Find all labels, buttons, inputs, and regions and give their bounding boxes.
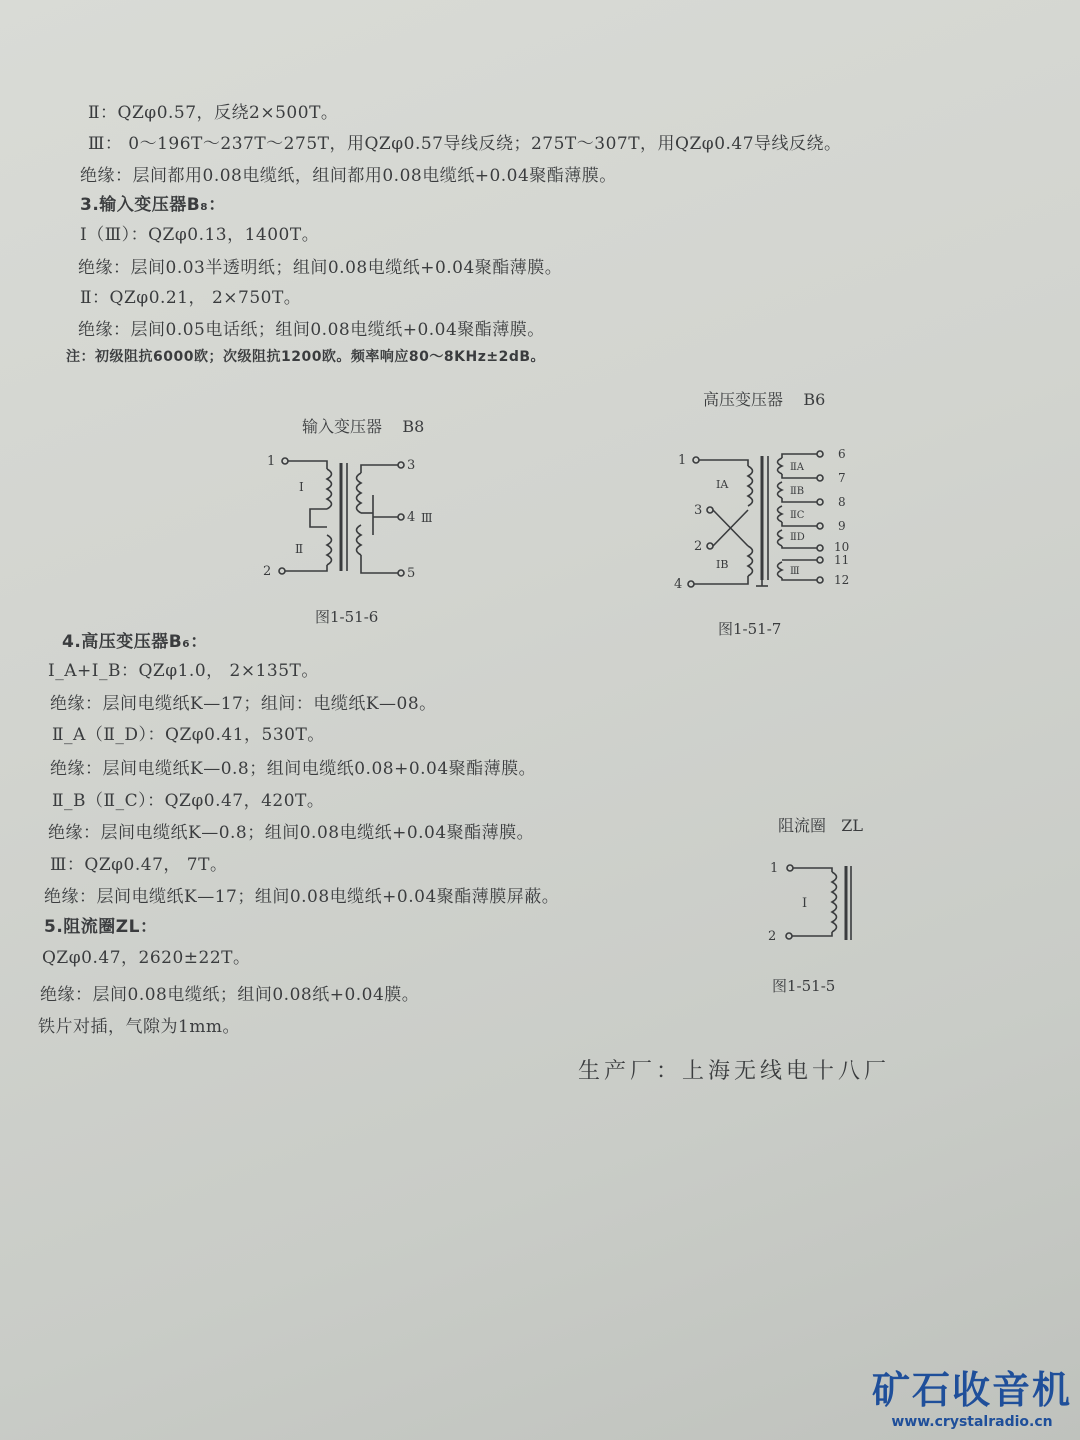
text-line: 绝缘：层间电缆纸K—17；组间：电缆纸K—08。	[50, 694, 437, 714]
fig7-pin-label: 11	[834, 553, 850, 567]
text-line: I_A+I_B：QZφ1.0， 2×135T。	[48, 661, 319, 681]
section-heading: 4.高压变压器B₆：	[62, 632, 208, 652]
text-line: 绝缘：层间电缆纸K—0.8；组间0.08电缆纸+0.04聚酯薄膜。	[48, 823, 535, 843]
fig7-title	[703, 387, 825, 410]
fig7-pin-label: 2	[694, 539, 703, 554]
watermark-url: www.crystalradio.cn	[891, 1414, 1053, 1430]
fig6-symbol: B8	[402, 417, 425, 436]
fig6-title-text: 输入变压器	[302, 417, 383, 436]
fig7-pin-label: 12	[834, 573, 850, 587]
fig6-schematic	[255, 445, 435, 585]
fig5-pin-label: 1	[770, 861, 779, 876]
manufacturer-footer: 生产厂：上海无线电十八厂	[578, 1059, 891, 1084]
text-line: Ⅱ_A（Ⅱ_D）：QZφ0.41，530T。	[52, 725, 325, 745]
fig7-diagram	[670, 440, 860, 604]
fig6-winding-label: Ⅱ	[295, 542, 304, 556]
fig5-title	[778, 813, 863, 836]
fig6-pin-label: 4	[407, 510, 416, 525]
text-line: Ⅱ_B（Ⅱ_C）：QZφ0.47，420T。	[52, 791, 325, 811]
fig5-symbol: ZL	[841, 816, 864, 835]
text-line: 绝缘：层间电缆纸K—17；组间0.08电缆纸+0.04聚酯薄膜屏蔽。	[44, 887, 560, 907]
section-heading: 3.输入变压器B₈：	[80, 195, 226, 215]
fig7-pin-label: 3	[694, 503, 703, 518]
fig7-symbol: B6	[803, 390, 826, 409]
fig7-winding-label: ⅡA	[790, 462, 805, 473]
fig6-pin-label: 1	[267, 454, 276, 469]
fig7-pin-label: 4	[674, 577, 683, 592]
text-line: Ⅲ：QZφ0.47， 7T。	[50, 855, 228, 875]
text-line: 绝缘：层间0.03半透明纸；组间0.08电缆纸+0.04聚酯薄膜。	[78, 258, 563, 278]
fig6-diagram	[255, 445, 435, 589]
fig6-winding-label: Ⅲ	[421, 511, 433, 525]
text-line: Ⅱ：QZφ0.57，反绕2×500T。	[88, 103, 339, 123]
fig7-pin-label: 9	[838, 519, 846, 533]
text-line: 绝缘：层间0.05电话纸；组间0.08电缆纸+0.04聚酯薄膜。	[78, 320, 545, 340]
fig7-pin-label: 8	[838, 495, 846, 509]
fig5-pin-label: 2	[768, 929, 777, 944]
fig6-winding-label: Ⅰ	[299, 480, 304, 494]
text-line: Ⅱ：QZφ0.21， 2×750T。	[80, 288, 302, 308]
fig7-pin-label: 6	[838, 447, 846, 461]
fig7-schematic	[670, 440, 860, 600]
note-line: 注：初级阻抗6000欧；次级阻抗1200欧。频率响应80～8KHz±2dB。	[66, 349, 546, 365]
fig7-winding-label: ⅡB	[790, 486, 805, 497]
fig7-pin-label: 7	[838, 471, 846, 485]
fig7-winding-label: IA	[716, 478, 729, 491]
section-heading: 5.阻流圈ZL：	[44, 917, 158, 937]
fig6-pin-label: 3	[407, 458, 416, 473]
text-line: 绝缘：层间都用0.08电缆纸，组间都用0.08电缆纸+0.04聚酯薄膜。	[80, 166, 617, 186]
text-line: 绝缘：层间0.08电缆纸；组间0.08纸+0.04膜。	[40, 985, 420, 1005]
watermark-title: 矿石收音机	[871, 1368, 1072, 1412]
text-line: Ⅰ（Ⅲ）：QZφ0.13，1400T。	[80, 225, 320, 245]
fig5-title-text: 阻流圈	[778, 816, 827, 835]
fig6-title	[302, 414, 424, 437]
fig5-winding-label: Ⅰ	[802, 896, 808, 911]
text-line: Ⅲ： 0～196T～237T～275T，用QZφ0.57导线反绕；275T～307T，用QZφ0.47导线反绕。	[88, 134, 842, 154]
site-watermark	[872, 1359, 1072, 1430]
fig6-pin-label: 2	[263, 564, 272, 579]
fig7-winding-label: IB	[716, 558, 729, 571]
text-line: 绝缘：层间电缆纸K—0.8；组间电缆纸0.08+0.04聚酯薄膜。	[50, 759, 537, 779]
fig7-title-text: 高压变压器	[703, 390, 784, 409]
text-line: 铁片对插，气隙为1mm。	[38, 1017, 241, 1037]
fig7-pin-label: 1	[678, 453, 687, 468]
fig6-caption: 图1-51-6	[315, 608, 379, 626]
fig7-caption: 图1-51-7	[718, 620, 782, 638]
fig6-pin-label: 5	[407, 566, 416, 581]
fig7-winding-label: ⅡD	[790, 532, 805, 543]
fig7-pin-label: 10	[834, 540, 850, 554]
fig7-winding-label: Ⅲ	[790, 566, 800, 577]
fig5-diagram	[760, 850, 870, 954]
fig5-schematic	[760, 850, 870, 950]
fig5-caption: 图1-51-5	[772, 977, 836, 995]
text-line: QZφ0.47，2620±22T。	[42, 948, 251, 968]
fig7-winding-label: ⅡC	[790, 510, 805, 521]
